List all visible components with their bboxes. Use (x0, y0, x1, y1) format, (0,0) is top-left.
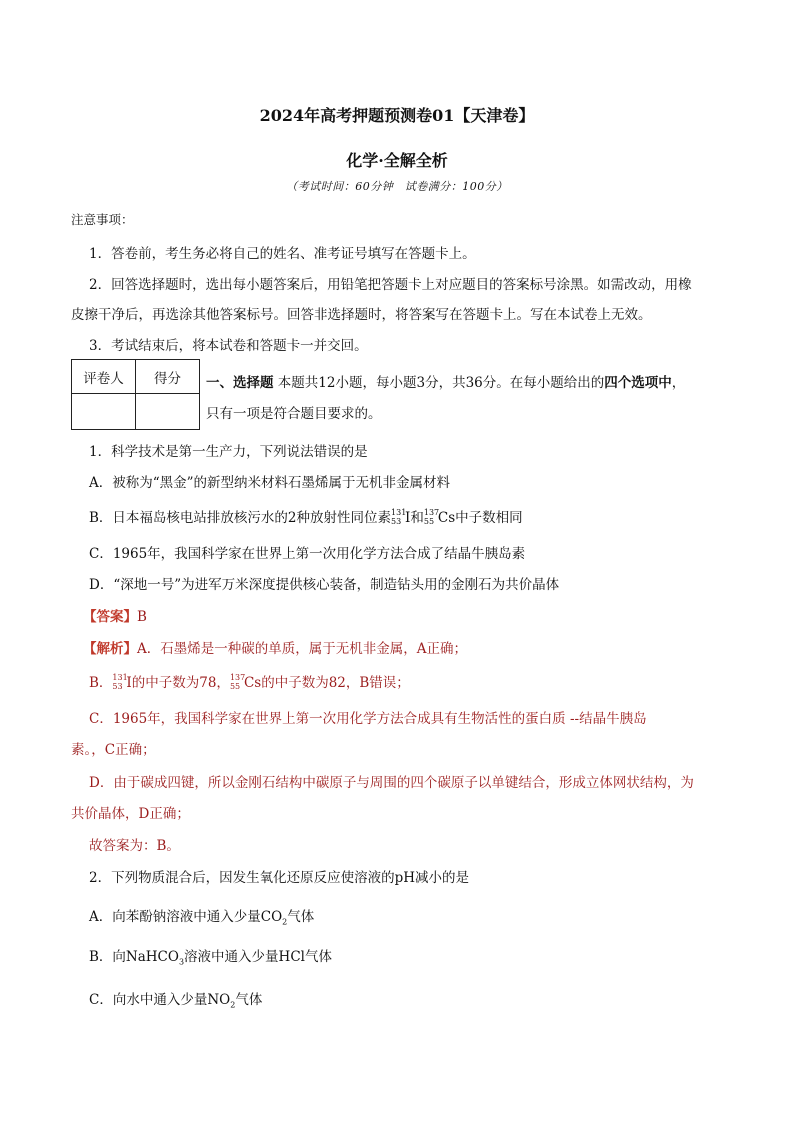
cesium-symbol: Cs (437, 510, 456, 526)
analysis-cesium-number: 55 (229, 681, 241, 691)
section-emphasis: 四个选项中 (604, 375, 672, 391)
analysis-a-text: A．石墨烯是一种碳的单质，属于无机非金属，A正确； (137, 641, 467, 657)
q1-option-a: A．被称为“黑金”的新型纳米材料石墨烯属于无机非金属材料 (89, 475, 451, 491)
q1-option-c: C．1965年，我国科学家在世界上第一次用化学方法合成了结晶牛胰岛素 (89, 546, 526, 562)
score-table-grader-cell[interactable] (72, 394, 136, 430)
note-item-2: 2．回答选择题时，选出每小题答案后，用铅笔把答题卡上对应题目的答案标号涂黑。如需改动，用橡 (89, 277, 692, 293)
note-item-1: 1．答卷前，考生务必将自己的姓名、准考证号填写在答题卡上。 (89, 246, 476, 262)
paper-title: 2024年高考押题预测卷01【天津卷】 (259, 106, 535, 125)
q1-answer (83, 605, 147, 625)
q1-conclusion: 故答案为：B。 (89, 838, 180, 854)
notes-heading: 注意事项： (71, 212, 134, 227)
iodine-isotope-notation (391, 507, 407, 527)
section-heading (206, 371, 685, 391)
score-table-grader-header: 评卷人 (72, 360, 136, 394)
q2-option-b-text: B．向 (89, 949, 126, 965)
note-item-3: 3．考试结束后，将本试卷和答题卡一并交回。 (89, 338, 368, 354)
q1-option-b (89, 506, 523, 527)
iodine-atomic-number: 53 (391, 516, 402, 526)
q2-option-c (89, 988, 262, 1010)
q2-option-b (89, 945, 332, 967)
analysis-iodine-notation (112, 672, 128, 692)
analysis-b-prefix: B． (89, 675, 113, 691)
analysis-b-cesium: Cs的中子数为82，B错误； (243, 675, 410, 691)
nahco3-formula: NaHCO$_3$ (125, 949, 185, 967)
q2-option-a (89, 905, 314, 927)
q2-stem-ph: pH (394, 870, 416, 886)
cesium-isotope-notation (423, 507, 440, 527)
q1-analysis-c-2: 素。，C正确； (71, 742, 156, 758)
q1-analysis-b (89, 671, 410, 692)
section-title: 一、选择题 (206, 375, 274, 391)
analysis-label: 【解析】 (83, 641, 137, 657)
exam-info: （考试时间：60分钟 试卷满分：100分） (286, 180, 508, 193)
score-table-score-cell[interactable] (136, 394, 200, 430)
q2-option-a-end: 气体 (287, 909, 315, 925)
section-comma: ， (671, 375, 686, 391)
analysis-cesium-notation (229, 672, 246, 692)
iodine-symbol: I (405, 510, 411, 526)
analysis-iodine-mass: 131 (112, 672, 128, 682)
q1-option-b-end: 中子数相同 (455, 510, 523, 526)
section-desc-2: 只有一项是符合题目要求的。 (206, 406, 382, 422)
score-table (71, 359, 200, 430)
q2-option-c-text: C．向水中通入少量 (89, 992, 208, 1008)
section-desc: 本题共12小题，每小题3分，共36分。在每小题给出的 (277, 375, 605, 391)
analysis-iodine-number: 53 (112, 681, 123, 691)
analysis-cesium-mass: 137 (229, 672, 246, 682)
q2-stem-end: 减小的是 (415, 870, 470, 886)
score-table-score-header: 得分 (136, 360, 200, 394)
q1-stem: 1．科学技术是第一生产力，下列说法错误的是 (89, 444, 368, 460)
q2-stem (89, 866, 469, 886)
q1-analysis-d-1: D．由于碳成四键，所以金刚石结构中碳原子与周围的四个碳原子以单键结合，形成立体网状结构，为 (89, 775, 694, 791)
q1-option-b-text: B．日本福岛核电站排放核污水的2种放射性同位素 (89, 510, 392, 526)
cesium-mass-number: 137 (423, 507, 440, 517)
paper-subtitle: 化学·全解全析 (346, 151, 448, 170)
cesium-atomic-number: 55 (423, 516, 435, 526)
analysis-b-iodine: I的中子数为78， (126, 675, 230, 691)
q1-option-b-and: 和 (410, 510, 424, 526)
no2-formula: $NO_2$ (207, 992, 236, 1010)
iodine-mass-number: 131 (391, 507, 407, 517)
answer-label: 【答案】 (83, 609, 137, 625)
q2-stem-text: 2．下列物质混合后，因发生氧化还原反应使溶液的 (89, 870, 395, 886)
co2-formula: $CO_2$ (260, 909, 288, 927)
q2-option-a-text: A．向苯酚钠溶液中通入少量 (89, 909, 261, 925)
q2-option-b-end: 溶液中通入少量HCl气体 (184, 949, 332, 965)
q1-analysis-d-2: 共价晶体，D正确； (71, 806, 190, 822)
q1-analysis-c-1: C．1965年，我国科学家在世界上第一次用化学方法合成具有生物活性的蛋白质 --结晶牛胰岛 (89, 711, 647, 727)
note-item-2-cont: 皮擦干净后，再选涂其他答案标号。回答非选择题时，将答案写在答题卡上。写在本试卷上无效。 (71, 307, 652, 323)
q1-option-d: D．“深地一号”为进军万米深度提供核心装备，制造钻头用的金刚石为共价晶体 (89, 577, 560, 593)
answer-value: B (137, 609, 147, 625)
q1-analysis-a (83, 637, 467, 657)
q2-option-c-end: 气体 (235, 992, 263, 1008)
